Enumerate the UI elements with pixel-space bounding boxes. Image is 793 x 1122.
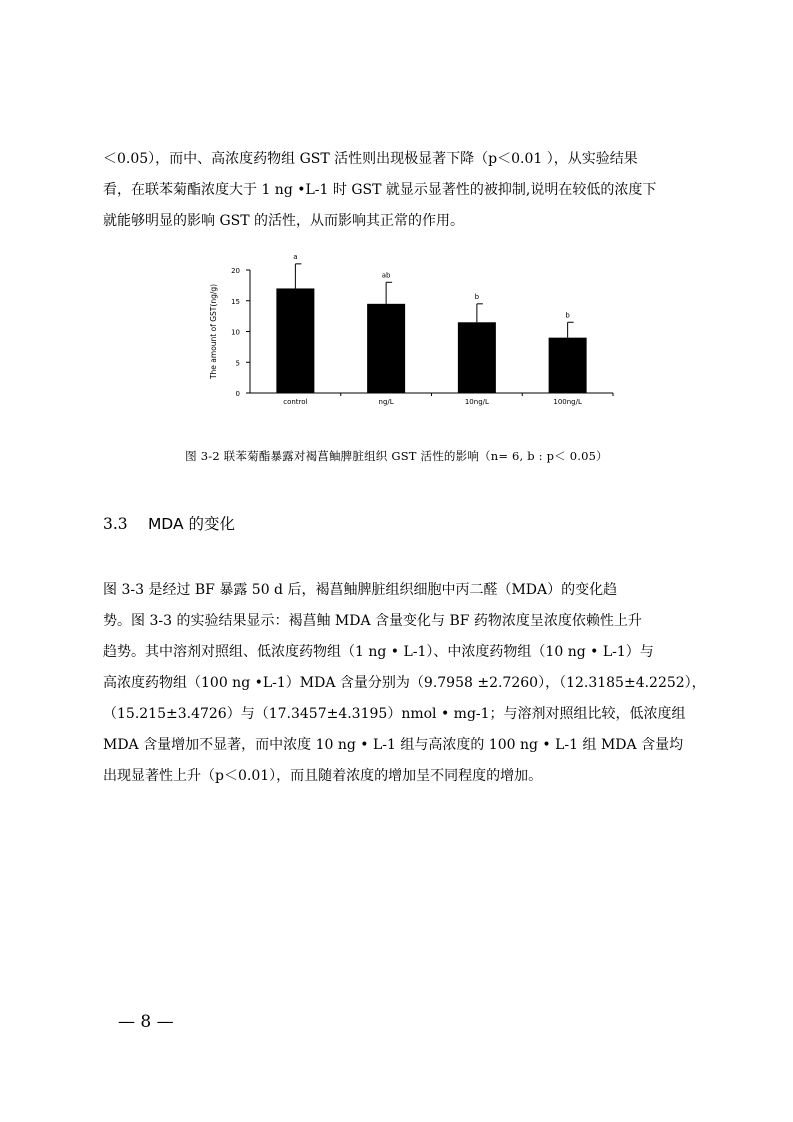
x-tick-label: 10ng/L <box>464 398 489 406</box>
x-tick-label: control <box>283 398 308 406</box>
y-tick-label: 0 <box>235 390 240 398</box>
significance-label: b <box>565 311 570 320</box>
bar <box>549 338 587 393</box>
y-tick-label: 20 <box>231 267 240 275</box>
gst-bar-chart <box>198 252 618 408</box>
significance-label: ab <box>381 271 391 280</box>
text-line: （15.215±3.4726）与（17.3457±4.3195）nmol • mg-1；与溶剂对照组比较，低浓度组 <box>103 706 686 722</box>
text-line: 看，在联苯菊酯浓度大于 1 ng •L-1 时 GST 就显示显著性的被抑制,说明在较低的浓度下 <box>103 182 657 198</box>
y-axis-label: The amount of GST(ng/g) <box>209 283 218 380</box>
y-tick-label: 5 <box>235 359 240 368</box>
text-line: 势。图 3-3 的实验结果显示：褐菖鲉 MDA 含量变化与 BF 药物浓度呈浓度依赖性上升 <box>103 613 642 629</box>
figure-caption: 图 3-2 联苯菊酯暴露对褐菖鲉脾脏组织 GST 活性的影响（n= 6, b : p＜ 0.05） <box>185 449 608 463</box>
section-number: 3.3 <box>103 515 128 533</box>
significance-label: a <box>293 252 298 261</box>
text-line: 高浓度药物组（100 ng •L-1）MDA 含量分别为（9.7958 ±2.7260），（12.3185±4.2252）， <box>103 675 706 691</box>
y-tick-label: 10 <box>231 328 240 337</box>
text-line: 出现显著性上升（p＜0.01），而且随着浓度的增加呈不同程度的增加。 <box>103 768 543 784</box>
bar <box>276 288 314 393</box>
paragraph-mda-result <box>103 575 706 792</box>
text-line: MDA 含量增加不显著，而中浓度 10 ng • L-1 组与高浓度的 100 ng • L-1 组 MDA 含量均 <box>103 737 684 753</box>
y-tick-label: 15 <box>231 297 240 306</box>
section-title: MDA 的变化 <box>147 515 236 533</box>
page-number: — 8 — <box>118 1012 174 1032</box>
text-line: 图 3-3 是经过 BF 暴露 50 d 后，褐菖鲉脾脏组织细胞中丙二醛（MDA）的变化趋 <box>103 582 618 598</box>
section-heading <box>103 512 235 534</box>
x-tick-label: 100ng/L <box>553 398 582 406</box>
paragraph-gst-result <box>103 144 693 237</box>
bar <box>367 304 405 393</box>
x-tick-label: ng/L <box>378 398 394 406</box>
significance-label: b <box>474 292 480 301</box>
text-line: 趋势。其中溶剂对照组、低浓度药物组（1 ng • L-1）、中浓度药物组（10 ng • L-1）与 <box>103 644 654 660</box>
bar <box>458 322 496 393</box>
text-line: 就能够明显的影响 GST 的活性，从而影响其正常的作用。 <box>103 213 465 229</box>
text-line: ＜0.05），而中、高浓度药物组 GST 活性则出现极显著下降（p＜0.01 ），从实验结果 <box>103 151 638 167</box>
